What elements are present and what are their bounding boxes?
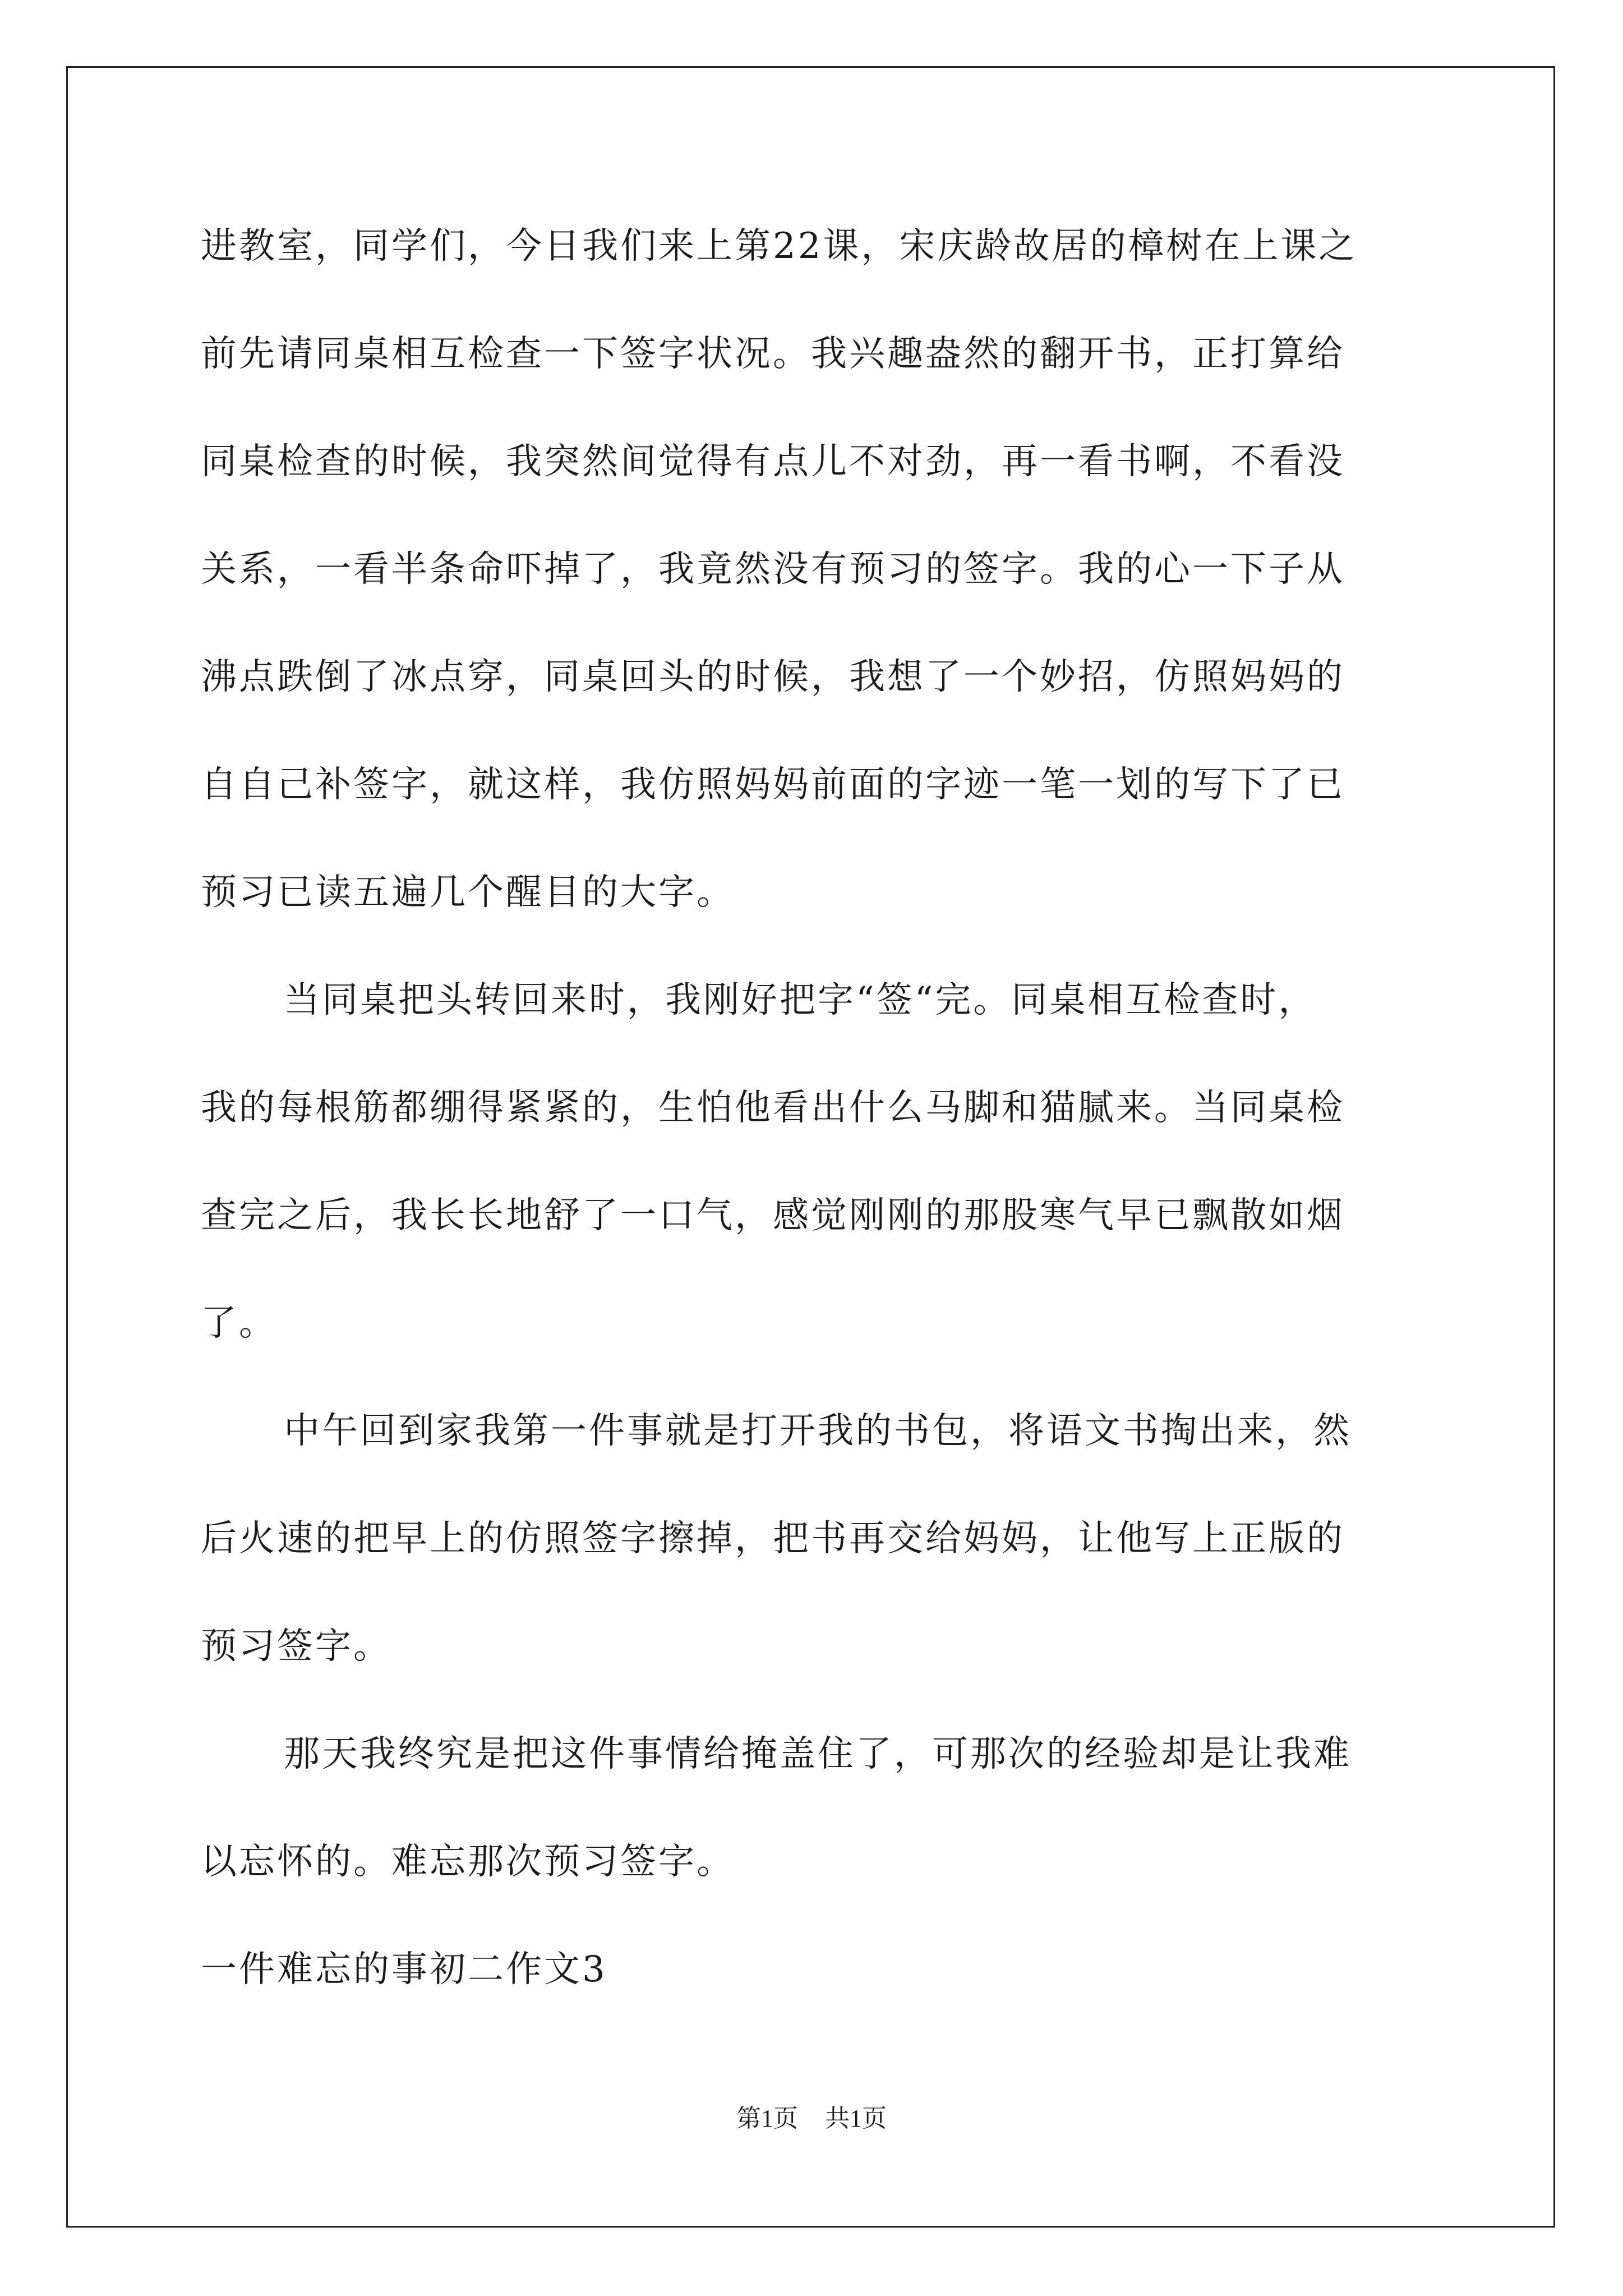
text-line: 同桌检查的时候，我突然间觉得有点儿不对劲，再一看书啊，不看没 (201, 441, 1345, 482)
text-line: 中午回到家我第一件事就是打开我的书包，将语文书掏出来，然 (284, 1410, 1352, 1452)
section-heading: 一件难忘的事初二作文3 (201, 1949, 607, 1990)
page-number: 第1页 (736, 2105, 798, 2132)
page-total: 共1页 (825, 2105, 887, 2132)
text-line: 后火速的把早上的仿照签字擦掉，把书再交给妈妈，让他写上正版的 (201, 1518, 1345, 1559)
page-footer (0, 2098, 1623, 2134)
text-line: 关系，一看半条命吓掉了，我竟然没有预习的签字。我的心一下子从 (201, 549, 1345, 590)
text-line: 我的每根筋都绷得紧紧的，生怕他看出什么马脚和猫腻来。当同桌检 (201, 1087, 1345, 1129)
text-line: 查完之后，我长长地舒了一口气，感觉刚刚的那股寒气早已飘散如烟 (201, 1195, 1345, 1236)
text-line: 进教室，同学们，今日我们来上第22课，宋庆龄故居的樟树在上课之 (201, 226, 1357, 267)
text-line: 沸点跌倒了冰点穿，同桌回头的时候，我想了一个妙招，仿照妈妈的 (201, 656, 1345, 698)
text-line: 预习已读五遍几个醒目的大字。 (201, 872, 735, 913)
text-line: 以忘怀的。难忘那次预习签字。 (201, 1841, 735, 1883)
text-line: 当同桌把头转回来时，我刚好把字“签“完。同桌相互检查时， (284, 979, 1317, 1021)
text-line: 自自己补签字，就这样，我仿照妈妈前面的字迹一笔一划的写下了已 (201, 764, 1345, 806)
text-line: 预习签字。 (201, 1626, 391, 1667)
text-line: 前先请同桌相互检查一下签字状况。我兴趣盎然的翻开书，正打算给 (201, 333, 1345, 375)
document-body (201, 210, 1429, 2041)
text-line: 了。 (201, 1303, 277, 1344)
text-line: 那天我终究是把这件事情给掩盖住了，可那次的经验却是让我难 (284, 1733, 1352, 1775)
